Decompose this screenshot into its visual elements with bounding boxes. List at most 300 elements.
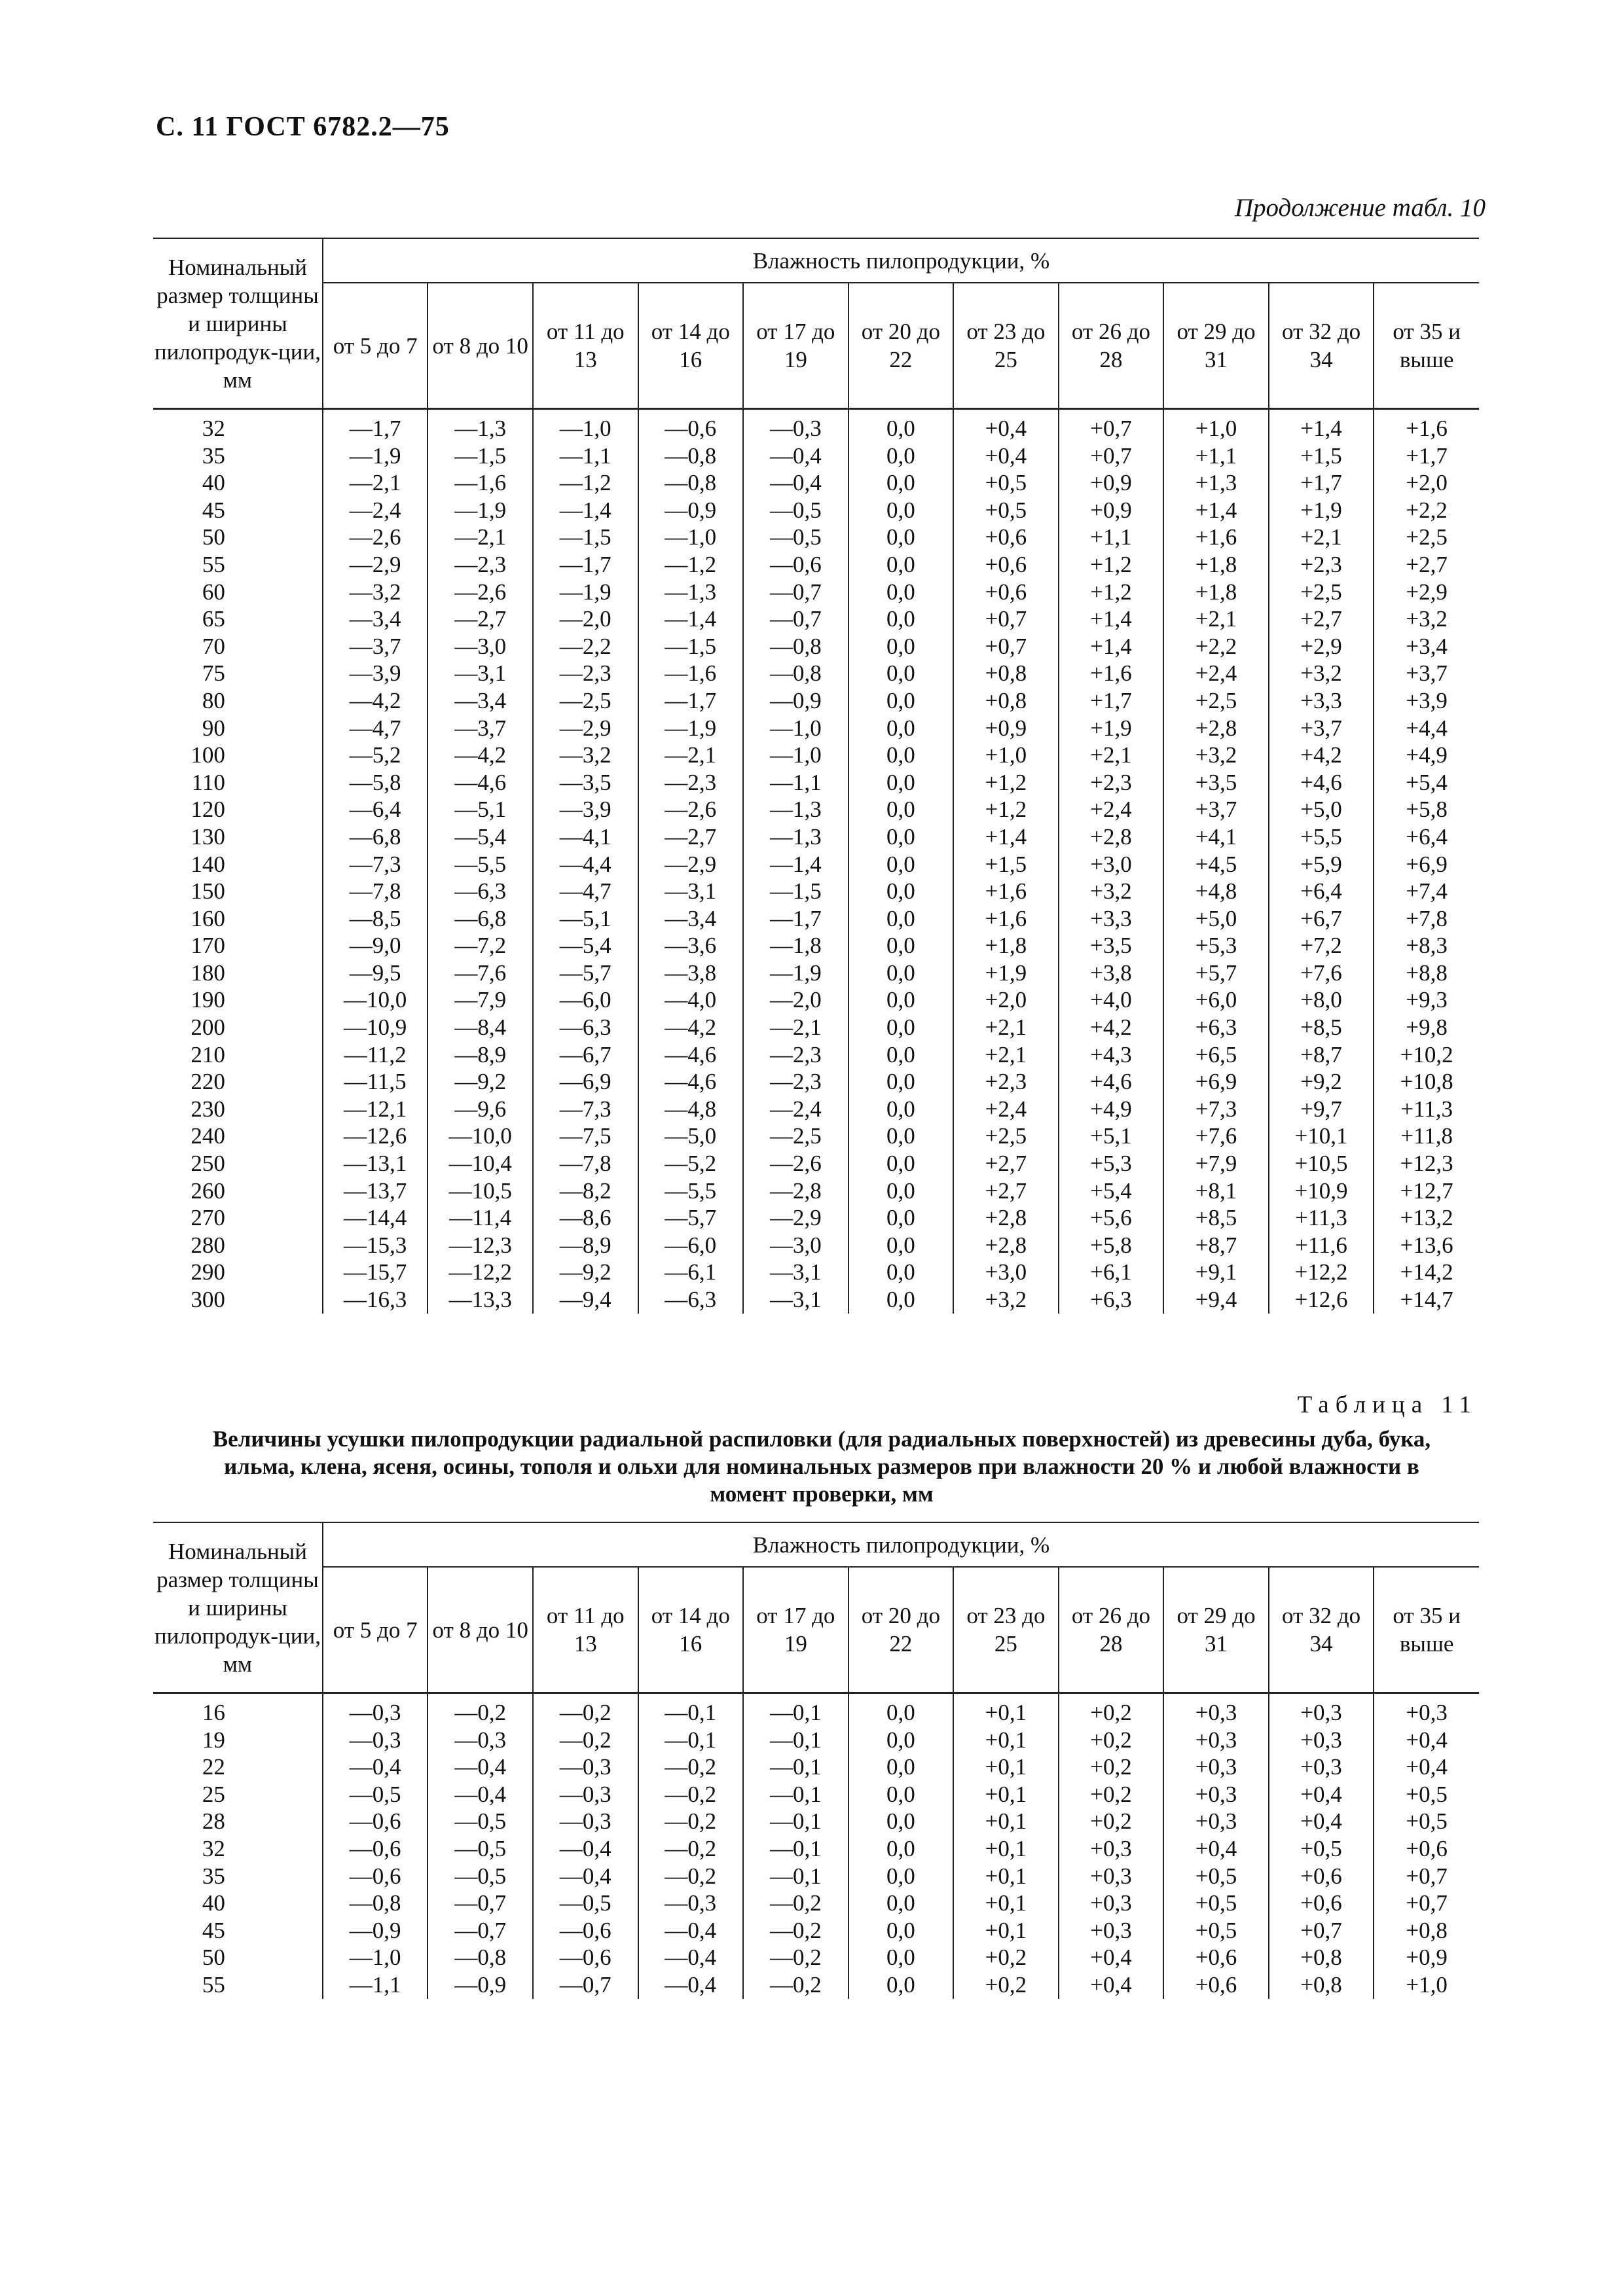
value-cell: +7,6 (1269, 960, 1374, 987)
value-cell: —4,8 (638, 1096, 744, 1123)
value-cell: —3,7 (323, 633, 428, 660)
value-cell: +1,6 (953, 878, 1059, 905)
value-cell: —0,6 (323, 1808, 428, 1835)
value-cell: +5,4 (1374, 769, 1479, 797)
size-cell: 120 (191, 797, 225, 823)
size-cell: 230 (191, 1096, 225, 1122)
value-cell: —4,2 (638, 1014, 744, 1041)
value-cell: —1,9 (533, 579, 638, 606)
value-cell: —6,1 (638, 1259, 744, 1286)
value-cell: —5,5 (428, 851, 533, 878)
value-cell: +1,5 (953, 851, 1059, 878)
value-cell: +3,8 (1059, 960, 1164, 987)
value-cell: 0,0 (848, 1863, 954, 1890)
table-row (153, 1890, 1479, 1917)
value-cell: +0,5 (953, 469, 1059, 497)
value-cell: +1,4 (1269, 409, 1374, 442)
value-cell: 0,0 (848, 1693, 954, 1727)
value-cell: —1,2 (638, 551, 744, 579)
value-cell: 0,0 (848, 579, 954, 606)
value-cell: +0,3 (1163, 1753, 1269, 1781)
size-cell: 28 (202, 1808, 225, 1835)
page-header: С. 11 ГОСТ 6782.2—75 (156, 112, 450, 142)
value-cell: —0,5 (743, 524, 848, 551)
table-row (153, 579, 1479, 606)
value-cell: +0,5 (1163, 1917, 1269, 1945)
value-cell: —8,2 (533, 1177, 638, 1205)
value-cell: —1,3 (743, 823, 848, 851)
size-cell: 65 (202, 606, 225, 632)
value-cell: +1,8 (1163, 579, 1269, 606)
value-cell: —1,1 (743, 769, 848, 797)
value-cell: +0,1 (953, 1917, 1059, 1945)
value-cell: +11,6 (1269, 1232, 1374, 1259)
column-header: от 26 до 28 (1059, 1567, 1164, 1693)
value-cell: —0,8 (743, 660, 848, 687)
table-row (153, 769, 1479, 797)
size-cell: 190 (191, 987, 225, 1013)
value-cell: 0,0 (848, 1177, 954, 1205)
value-cell: —6,3 (638, 1286, 744, 1314)
value-cell: —5,5 (638, 1177, 744, 1205)
value-cell: —4,6 (638, 1068, 744, 1096)
table-row (153, 932, 1479, 960)
value-cell: +0,2 (1059, 1753, 1164, 1781)
size-cell: 60 (202, 579, 225, 605)
value-cell: +7,8 (1374, 905, 1479, 933)
row-header: Номинальный размер толщины и ширины пилопродук-ции, мм (153, 238, 323, 409)
value-cell: +0,4 (1059, 1944, 1164, 1971)
value-cell: +0,5 (1374, 1781, 1479, 1808)
table-row (153, 1781, 1479, 1808)
value-cell: —1,0 (638, 524, 744, 551)
value-cell: +2,1 (1059, 742, 1164, 769)
group-header: Влажность пилопродукции, % (323, 238, 1479, 283)
value-cell: +4,0 (1059, 986, 1164, 1014)
value-cell: 0,0 (848, 1232, 954, 1259)
value-cell: +2,7 (953, 1150, 1059, 1177)
value-cell: —2,4 (743, 1096, 848, 1123)
table-row (153, 878, 1479, 905)
value-cell: —1,9 (638, 715, 744, 742)
value-cell: +9,4 (1163, 1286, 1269, 1314)
table-body (153, 1693, 1479, 1999)
value-cell: —4,2 (323, 687, 428, 715)
value-cell: +5,5 (1269, 823, 1374, 851)
column-header: от 5 до 7 (323, 1567, 428, 1693)
value-cell: —3,9 (323, 660, 428, 687)
value-cell: —0,2 (533, 1693, 638, 1727)
value-cell: +0,3 (1269, 1727, 1374, 1754)
value-cell: +0,6 (953, 579, 1059, 606)
value-cell: —1,2 (533, 469, 638, 497)
table-continuation-note: Продолжение табл. 10 (1234, 194, 1486, 222)
value-cell: —9,6 (428, 1096, 533, 1123)
value-cell: +0,9 (1059, 469, 1164, 497)
value-cell: +0,4 (1269, 1808, 1374, 1835)
value-cell: —0,2 (638, 1863, 744, 1890)
table-row (153, 409, 1479, 442)
value-cell: +4,1 (1163, 823, 1269, 851)
value-cell: —7,3 (323, 851, 428, 878)
size-cell: 50 (202, 1945, 225, 1971)
value-cell: +6,3 (1059, 1286, 1164, 1314)
value-cell: —2,5 (533, 687, 638, 715)
value-cell: +6,4 (1269, 878, 1374, 905)
value-cell: —0,5 (533, 1890, 638, 1917)
size-cell: 32 (202, 416, 225, 441)
value-cell: +12,2 (1269, 1259, 1374, 1286)
value-cell: —0,4 (428, 1781, 533, 1808)
value-cell: +0,4 (1059, 1971, 1164, 1999)
table-row (153, 1150, 1479, 1177)
table-row (153, 1693, 1479, 1727)
value-cell: —2,6 (743, 1150, 848, 1177)
value-cell: —3,0 (428, 633, 533, 660)
value-cell: +2,8 (953, 1204, 1059, 1232)
value-cell: —2,3 (743, 1068, 848, 1096)
value-cell: —2,1 (323, 469, 428, 497)
value-cell: —5,7 (533, 960, 638, 987)
value-cell: +10,5 (1269, 1150, 1374, 1177)
value-cell: +0,5 (1374, 1808, 1479, 1835)
value-cell: +14,7 (1374, 1286, 1479, 1314)
column-header: от 5 до 7 (323, 283, 428, 409)
value-cell: +2,1 (1269, 524, 1374, 551)
value-cell: +2,7 (1374, 551, 1479, 579)
value-cell: +3,7 (1163, 796, 1269, 823)
value-cell: —7,2 (428, 932, 533, 960)
column-header: от 11 до 13 (533, 283, 638, 409)
value-cell: —12,1 (323, 1096, 428, 1123)
column-header: от 11 до 13 (533, 1567, 638, 1693)
table-10 (153, 238, 1479, 1314)
value-cell: —0,7 (428, 1917, 533, 1945)
value-cell: —7,3 (533, 1096, 638, 1123)
value-cell: —1,5 (533, 524, 638, 551)
value-cell: —2,5 (743, 1122, 848, 1150)
size-cell: 170 (191, 933, 225, 959)
value-cell: —4,7 (323, 715, 428, 742)
value-cell: +0,9 (953, 715, 1059, 742)
value-cell: —3,1 (743, 1259, 848, 1286)
value-cell: +13,2 (1374, 1204, 1479, 1232)
value-cell: —1,1 (323, 1971, 428, 1999)
value-cell: +2,2 (1163, 633, 1269, 660)
size-cell: 75 (202, 660, 225, 687)
value-cell: +1,2 (1059, 551, 1164, 579)
value-cell: +2,5 (953, 1122, 1059, 1150)
table-row (153, 442, 1479, 470)
value-cell: —3,2 (323, 579, 428, 606)
value-cell: —9,5 (323, 960, 428, 987)
value-cell: 0,0 (848, 1944, 954, 1971)
value-cell: —3,4 (428, 687, 533, 715)
value-cell: +2,0 (1374, 469, 1479, 497)
value-cell: —6,9 (533, 1068, 638, 1096)
value-cell: 0,0 (848, 1122, 954, 1150)
value-cell: —1,0 (743, 742, 848, 769)
value-cell: 0,0 (848, 1286, 954, 1314)
table-row (153, 551, 1479, 579)
value-cell: —7,9 (428, 986, 533, 1014)
value-cell: +0,8 (953, 687, 1059, 715)
value-cell: +5,3 (1059, 1150, 1164, 1177)
column-header: от 17 до 19 (743, 283, 848, 409)
column-header: от 26 до 28 (1059, 283, 1164, 409)
value-cell: +0,8 (953, 660, 1059, 687)
table-row (153, 742, 1479, 769)
value-cell: —0,9 (428, 1971, 533, 1999)
value-cell: +0,7 (953, 633, 1059, 660)
value-cell: —6,0 (638, 1232, 744, 1259)
table-row (153, 905, 1479, 933)
value-cell: —0,5 (428, 1863, 533, 1890)
value-cell: +0,6 (953, 551, 1059, 579)
table-11 (153, 1522, 1479, 1999)
value-cell: —2,4 (323, 497, 428, 524)
value-cell: —1,5 (743, 878, 848, 905)
value-cell: +1,2 (953, 796, 1059, 823)
value-cell: 0,0 (848, 660, 954, 687)
value-cell: +12,7 (1374, 1177, 1479, 1205)
value-cell: —12,2 (428, 1259, 533, 1286)
value-cell: +2,9 (1269, 633, 1374, 660)
value-cell: 0,0 (848, 1204, 954, 1232)
value-cell: —0,3 (533, 1808, 638, 1835)
value-cell: +3,0 (953, 1259, 1059, 1286)
value-cell: —15,3 (323, 1232, 428, 1259)
table-row (153, 469, 1479, 497)
size-cell: 260 (191, 1177, 225, 1204)
value-cell: —0,6 (323, 1835, 428, 1863)
size-cell: 240 (191, 1123, 225, 1149)
value-cell: +0,3 (1163, 1808, 1269, 1835)
value-cell: —0,4 (638, 1917, 744, 1945)
column-header: от 20 до 22 (848, 1567, 954, 1693)
size-cell: 110 (191, 769, 225, 795)
value-cell: 0,0 (848, 878, 954, 905)
value-cell: +3,5 (1163, 769, 1269, 797)
value-cell: —2,6 (638, 796, 744, 823)
value-cell: —0,4 (743, 442, 848, 470)
value-cell: —6,3 (428, 878, 533, 905)
table-row (153, 1232, 1479, 1259)
value-cell: +0,1 (953, 1808, 1059, 1835)
value-cell: +1,0 (1374, 1971, 1479, 1999)
value-cell: +0,3 (1059, 1917, 1164, 1945)
value-cell: —4,0 (638, 986, 744, 1014)
value-cell: +0,2 (953, 1971, 1059, 1999)
value-cell: +9,8 (1374, 1014, 1479, 1041)
value-cell: —1,7 (638, 687, 744, 715)
value-cell: —3,7 (428, 715, 533, 742)
value-cell: +0,4 (1269, 1781, 1374, 1808)
value-cell: +2,3 (1269, 551, 1374, 579)
value-cell: +13,6 (1374, 1232, 1479, 1259)
value-cell: +1,7 (1269, 469, 1374, 497)
value-cell: —1,6 (428, 469, 533, 497)
value-cell: +6,7 (1269, 905, 1374, 933)
value-cell: 0,0 (848, 442, 954, 470)
value-cell: —15,7 (323, 1259, 428, 1286)
table-row (153, 1096, 1479, 1123)
value-cell: +0,2 (1059, 1693, 1164, 1727)
value-cell: +4,4 (1374, 715, 1479, 742)
value-cell: +0,7 (1374, 1863, 1479, 1890)
value-cell: —0,1 (743, 1781, 848, 1808)
value-cell: —2,1 (743, 1014, 848, 1041)
value-cell: 0,0 (848, 742, 954, 769)
value-cell: 0,0 (848, 1835, 954, 1863)
value-cell: —0,3 (323, 1693, 428, 1727)
value-cell: 0,0 (848, 409, 954, 442)
value-cell: +4,2 (1269, 742, 1374, 769)
value-cell: —7,5 (533, 1122, 638, 1150)
value-cell: +0,2 (1059, 1727, 1164, 1754)
value-cell: +3,2 (1269, 660, 1374, 687)
size-cell: 140 (191, 851, 225, 877)
size-cell: 32 (202, 1835, 225, 1861)
size-cell: 70 (202, 633, 225, 659)
value-cell: —1,0 (323, 1944, 428, 1971)
value-cell: +0,8 (1374, 1917, 1479, 1945)
value-cell: —3,0 (743, 1232, 848, 1259)
value-cell: —0,2 (638, 1781, 744, 1808)
column-header: от 14 до 16 (638, 283, 744, 409)
value-cell: —1,7 (533, 551, 638, 579)
value-cell: +1,5 (1269, 442, 1374, 470)
value-cell: 0,0 (848, 1068, 954, 1096)
value-cell: —10,4 (428, 1150, 533, 1177)
value-cell: +3,3 (1269, 687, 1374, 715)
value-cell: —0,2 (638, 1835, 744, 1863)
value-cell: —0,6 (638, 409, 744, 442)
column-headers (153, 283, 1479, 409)
value-cell: —1,0 (533, 409, 638, 442)
value-cell: +2,4 (1059, 796, 1164, 823)
value-cell: —13,7 (323, 1177, 428, 1205)
value-cell: 0,0 (848, 932, 954, 960)
value-cell: +10,8 (1374, 1068, 1479, 1096)
value-cell: —1,3 (743, 796, 848, 823)
value-cell: —1,3 (638, 579, 744, 606)
table-row (153, 1835, 1479, 1863)
value-cell: —0,2 (743, 1971, 848, 1999)
value-cell: —0,3 (323, 1727, 428, 1754)
column-header: от 23 до 25 (953, 1567, 1059, 1693)
value-cell: —2,2 (533, 633, 638, 660)
value-cell: —0,7 (743, 579, 848, 606)
value-cell: —4,6 (638, 1041, 744, 1069)
table-row (153, 1041, 1479, 1069)
value-cell: +6,9 (1374, 851, 1479, 878)
value-cell: —3,4 (638, 905, 744, 933)
value-cell: +1,9 (1269, 497, 1374, 524)
value-cell: +4,2 (1059, 1014, 1164, 1041)
table-row (153, 1068, 1479, 1096)
value-cell: —0,1 (638, 1727, 744, 1754)
value-cell: +8,8 (1374, 960, 1479, 987)
table-row (153, 1917, 1479, 1945)
value-cell: —1,3 (428, 409, 533, 442)
value-cell: +12,6 (1269, 1286, 1374, 1314)
value-cell: +5,7 (1163, 960, 1269, 987)
value-cell: 0,0 (848, 551, 954, 579)
row-header: Номинальный размер толщины и ширины пилопродук-ции, мм (153, 1522, 323, 1693)
value-cell: —6,8 (428, 905, 533, 933)
value-cell: 0,0 (848, 524, 954, 551)
value-cell: —0,8 (428, 1944, 533, 1971)
value-cell: —1,5 (638, 633, 744, 660)
group-header: Влажность пилопродукции, % (323, 1522, 1479, 1567)
value-cell: —1,0 (743, 715, 848, 742)
value-cell: +0,3 (1269, 1693, 1374, 1727)
value-cell: —4,2 (428, 742, 533, 769)
value-cell: +0,3 (1059, 1835, 1164, 1863)
value-cell: +11,3 (1269, 1204, 1374, 1232)
column-header: от 32 до 34 (1269, 283, 1374, 409)
value-cell: +5,1 (1059, 1122, 1164, 1150)
table-row (153, 796, 1479, 823)
value-cell: +5,8 (1374, 796, 1479, 823)
value-cell: +1,8 (1163, 551, 1269, 579)
value-cell: —6,4 (323, 796, 428, 823)
value-cell: +2,5 (1269, 579, 1374, 606)
table-row (153, 986, 1479, 1014)
value-cell: —0,9 (743, 687, 848, 715)
value-cell: +1,6 (1374, 409, 1479, 442)
value-cell: +1,9 (1059, 715, 1164, 742)
value-cell: —2,3 (638, 769, 744, 797)
value-cell: +1,8 (953, 932, 1059, 960)
value-cell: +1,7 (1059, 687, 1164, 715)
value-cell: —1,1 (533, 442, 638, 470)
value-cell: —0,5 (428, 1835, 533, 1863)
size-cell: 100 (191, 742, 225, 768)
value-cell: +0,6 (1269, 1863, 1374, 1890)
value-cell: —0,4 (533, 1863, 638, 1890)
value-cell: +0,7 (1374, 1890, 1479, 1917)
value-cell: —0,5 (743, 497, 848, 524)
value-cell: —2,9 (638, 851, 744, 878)
value-cell: +4,6 (1269, 769, 1374, 797)
value-cell: +0,3 (1059, 1863, 1164, 1890)
table-row (153, 1753, 1479, 1781)
size-cell: 250 (191, 1151, 225, 1177)
table-row (153, 1259, 1479, 1286)
value-cell: —3,5 (533, 769, 638, 797)
value-cell: —0,5 (428, 1808, 533, 1835)
value-cell: —0,1 (743, 1753, 848, 1781)
value-cell: —0,9 (638, 497, 744, 524)
value-cell: —0,3 (533, 1753, 638, 1781)
value-cell: 0,0 (848, 605, 954, 633)
value-cell: —0,2 (743, 1890, 848, 1917)
value-cell: +4,5 (1163, 851, 1269, 878)
value-cell: —0,5 (323, 1781, 428, 1808)
column-header: от 32 до 34 (1269, 1567, 1374, 1693)
value-cell: —11,5 (323, 1068, 428, 1096)
value-cell: +1,6 (1163, 524, 1269, 551)
size-cell: 210 (191, 1041, 225, 1067)
value-cell: —0,3 (428, 1727, 533, 1754)
value-cell: —0,6 (323, 1863, 428, 1890)
value-cell: —2,9 (533, 715, 638, 742)
value-cell: +1,4 (1163, 497, 1269, 524)
value-cell: —13,1 (323, 1150, 428, 1177)
value-cell: +2,8 (953, 1232, 1059, 1259)
